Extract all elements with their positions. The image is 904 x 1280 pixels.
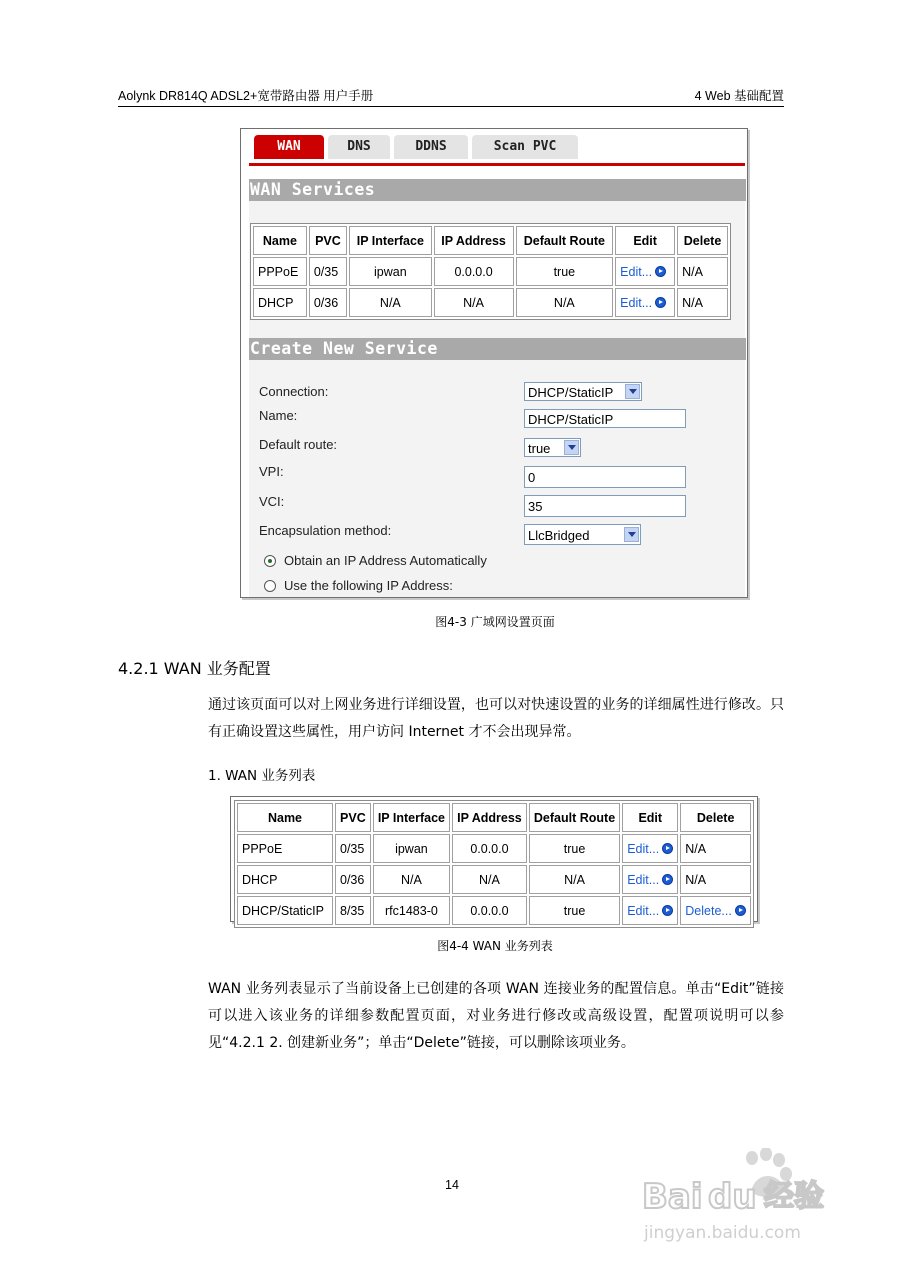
connection-select[interactable] bbox=[524, 382, 642, 401]
name-label: Name: bbox=[259, 408, 298, 423]
cell-ip-interface: ipwan bbox=[373, 834, 450, 863]
col-default-route: Default Route bbox=[529, 803, 620, 832]
wan-services-panel bbox=[249, 201, 745, 338]
col-ip-address: IP Address bbox=[452, 803, 527, 832]
radio-obtain-auto[interactable] bbox=[264, 555, 276, 567]
edit-link[interactable]: Edit... bbox=[620, 264, 653, 279]
arrow-bullet-icon bbox=[655, 297, 666, 308]
edit-link-cell[interactable] bbox=[622, 865, 678, 894]
edit-link[interactable]: Edit... bbox=[627, 872, 660, 887]
table-header-row bbox=[237, 803, 751, 832]
radio-use-following[interactable] bbox=[264, 580, 276, 592]
svg-text:du: du bbox=[708, 1177, 757, 1217]
table-row bbox=[237, 865, 751, 894]
table-row bbox=[253, 257, 728, 286]
cell-ip-address: N/A bbox=[452, 865, 527, 894]
paw-logo-icon bbox=[640, 1148, 850, 1248]
name-input[interactable]: DHCP/StaticIP bbox=[524, 409, 686, 428]
table-row bbox=[237, 834, 751, 863]
default-route-select[interactable] bbox=[524, 438, 581, 457]
table-row bbox=[253, 288, 728, 317]
cell-ip-interface: ipwan bbox=[349, 257, 432, 286]
cell-ip-interface: N/A bbox=[349, 288, 432, 317]
tab-scan-pvc[interactable]: Scan PVC bbox=[472, 135, 578, 159]
cell-name: PPPoE bbox=[237, 834, 333, 863]
chevron-down-icon[interactable] bbox=[564, 440, 579, 455]
edit-link-cell[interactable] bbox=[615, 288, 675, 317]
description-paragraph: WAN 业务列表显示了当前设备上已创建的各项 WAN 连接业务的配置信息。单击“Edit”链接可以进入该业务的详细参数配置页面，对业务进行修改或高级设置，配置项说明可以参见“4.2.1 2. 创建新业务”；单击“Delete”链接，可以删除该项业务。 bbox=[208, 981, 784, 1051]
cell-default-route: N/A bbox=[516, 288, 614, 317]
encapsulation-label: Encapsulation method: bbox=[259, 523, 392, 538]
cell-ip-address: 0.0.0.0 bbox=[452, 834, 527, 863]
cell-name: PPPoE bbox=[253, 257, 307, 286]
table-row bbox=[237, 896, 751, 925]
col-name: Name bbox=[253, 226, 307, 255]
connection-value: DHCP/StaticIP bbox=[528, 385, 614, 400]
cell-ip-address: N/A bbox=[434, 288, 514, 317]
figure-caption-4-4: 图4-4 WAN 业务列表 bbox=[437, 939, 553, 953]
wan-services-table bbox=[250, 223, 731, 320]
edit-link[interactable]: Edit... bbox=[620, 295, 653, 310]
header-chapter: 4 Web 基础配置 bbox=[694, 89, 784, 103]
col-delete: Delete bbox=[680, 803, 751, 832]
col-edit: Edit bbox=[615, 226, 675, 255]
cell-pvc: 0/36 bbox=[309, 288, 347, 317]
col-edit: Edit bbox=[622, 803, 678, 832]
tab-dns[interactable]: DNS bbox=[328, 135, 390, 159]
cell-delete: N/A bbox=[680, 834, 751, 863]
vci-input[interactable]: 35 bbox=[524, 495, 686, 517]
cell-ip-interface: N/A bbox=[373, 865, 450, 894]
cell-delete: N/A bbox=[677, 288, 728, 317]
tab-ddns[interactable]: DDNS bbox=[394, 135, 468, 159]
tab-bar bbox=[249, 135, 745, 166]
cell-default-route: true bbox=[516, 257, 614, 286]
col-ip-interface: IP Interface bbox=[349, 226, 432, 255]
svg-text:经验: 经验 bbox=[764, 1179, 824, 1214]
cell-ip-address: 0.0.0.0 bbox=[452, 896, 527, 925]
figure-caption-4-3: 图4-3 广域网设置页面 bbox=[435, 615, 555, 629]
svg-text:jingyan.baidu.com: jingyan.baidu.com bbox=[644, 1223, 801, 1243]
arrow-bullet-icon bbox=[662, 843, 673, 854]
vpi-label: VPI: bbox=[259, 464, 284, 479]
wan-services-title: WAN Services bbox=[249, 179, 746, 201]
cell-delete: N/A bbox=[680, 865, 751, 894]
chevron-down-icon[interactable] bbox=[624, 527, 639, 542]
cell-pvc: 0/35 bbox=[309, 257, 347, 286]
radio-obtain-auto-label: Obtain an IP Address Automatically bbox=[284, 553, 487, 568]
col-default-route: Default Route bbox=[516, 226, 614, 255]
svg-text:Bai: Bai bbox=[642, 1177, 703, 1217]
default-route-label: Default route: bbox=[259, 437, 338, 452]
vci-label: VCI: bbox=[259, 494, 285, 509]
section-heading: 4.2.1 WAN 业务配置 bbox=[118, 659, 271, 678]
cell-pvc: 8/35 bbox=[335, 896, 371, 925]
wan-list-screenshot bbox=[230, 796, 758, 922]
cell-ip-address: 0.0.0.0 bbox=[434, 257, 514, 286]
col-pvc: PVC bbox=[309, 226, 347, 255]
baidu-watermark-logo bbox=[640, 1148, 850, 1248]
tab-wan[interactable]: WAN bbox=[254, 135, 324, 159]
cell-default-route: true bbox=[529, 834, 620, 863]
running-header bbox=[118, 86, 784, 106]
col-delete: Delete bbox=[677, 226, 728, 255]
header-rule bbox=[118, 106, 784, 107]
header-manual-title: Aolynk DR814Q ADSL2+宽带路由器 用户手册 bbox=[118, 89, 374, 103]
arrow-bullet-icon bbox=[655, 266, 666, 277]
cell-delete: N/A bbox=[677, 257, 728, 286]
connection-label: Connection: bbox=[259, 384, 329, 399]
create-new-service-title: Create New Service bbox=[249, 338, 746, 360]
chevron-down-icon[interactable] bbox=[625, 384, 640, 399]
delete-link[interactable]: Delete... bbox=[685, 903, 732, 918]
cell-default-route: N/A bbox=[529, 865, 620, 894]
intro-paragraph: 通过该页面可以对上网业务进行详细设置，也可以对快速设置的业务的详细属性进行修改。只有正确设置这些属性，用户访问 Internet 才不会出现异常。 bbox=[208, 697, 784, 740]
page-number: 14 bbox=[445, 1178, 459, 1192]
subsection-heading: 1. WAN 业务列表 bbox=[208, 768, 316, 784]
arrow-bullet-icon bbox=[735, 905, 746, 916]
encapsulation-value: LlcBridged bbox=[528, 528, 590, 543]
table-header-row bbox=[253, 226, 728, 255]
default-route-value: true bbox=[528, 441, 551, 456]
vpi-input[interactable]: 0 bbox=[524, 466, 686, 488]
arrow-bullet-icon bbox=[662, 905, 673, 916]
arrow-bullet-icon bbox=[662, 874, 673, 885]
cell-name: DHCP/StaticIP bbox=[237, 896, 333, 925]
edit-link[interactable]: Edit... bbox=[627, 841, 660, 856]
cell-default-route: true bbox=[529, 896, 620, 925]
col-ip-interface: IP Interface bbox=[373, 803, 450, 832]
edit-link-cell[interactable] bbox=[622, 896, 678, 925]
cell-name: DHCP bbox=[237, 865, 333, 894]
encapsulation-select[interactable] bbox=[524, 524, 641, 545]
cell-pvc: 0/36 bbox=[335, 865, 371, 894]
col-pvc: PVC bbox=[335, 803, 371, 832]
col-name: Name bbox=[237, 803, 333, 832]
create-service-form bbox=[249, 360, 745, 597]
edit-link-cell[interactable] bbox=[622, 834, 678, 863]
edit-link[interactable]: Edit... bbox=[627, 903, 660, 918]
wan-settings-screenshot bbox=[240, 128, 748, 598]
radio-use-following-label: Use the following IP Address: bbox=[284, 578, 453, 593]
wan-list-table bbox=[234, 800, 754, 928]
cell-name: DHCP bbox=[253, 288, 307, 317]
cell-pvc: 0/35 bbox=[335, 834, 371, 863]
cell-ip-interface: rfc1483-0 bbox=[373, 896, 450, 925]
delete-link-cell[interactable] bbox=[680, 896, 751, 925]
edit-link-cell[interactable] bbox=[615, 257, 675, 286]
col-ip-address: IP Address bbox=[434, 226, 514, 255]
